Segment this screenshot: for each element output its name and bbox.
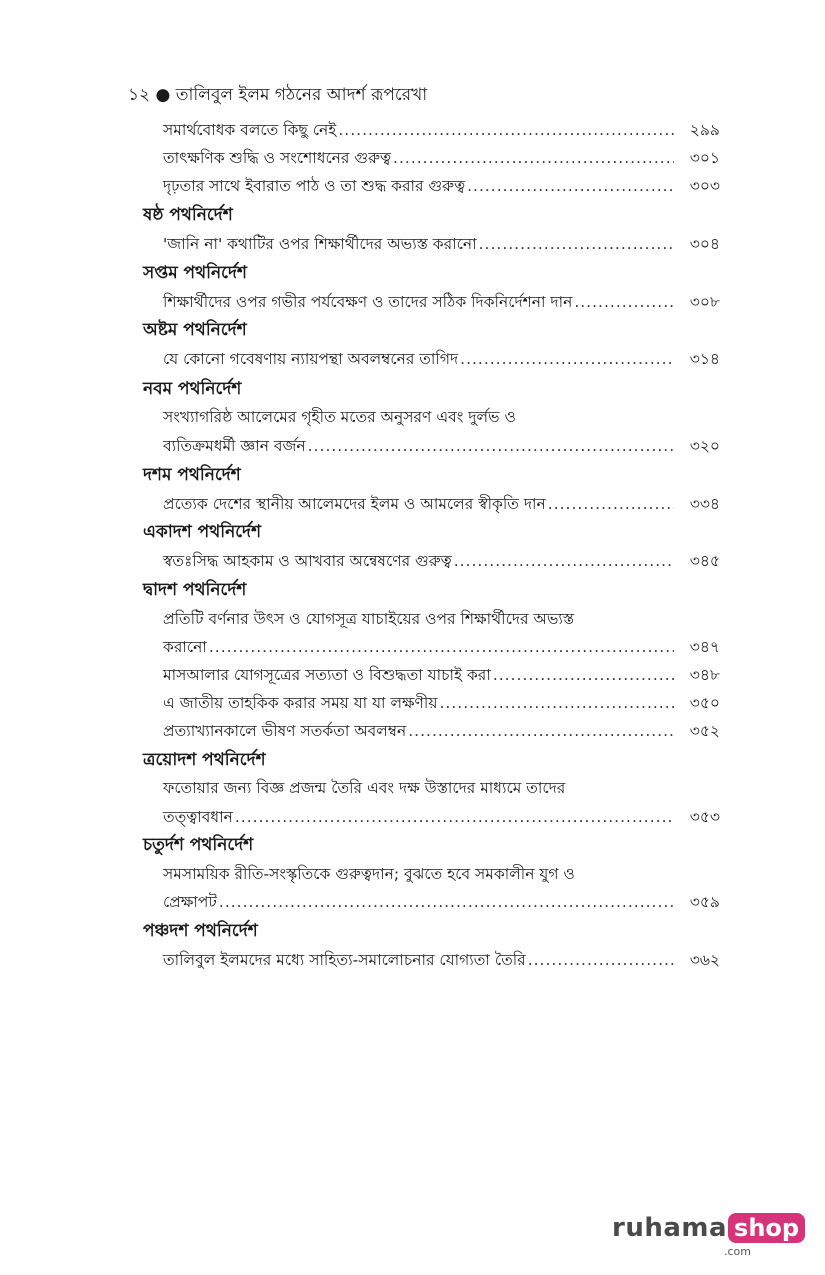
toc-entry-title: তালিবুল ইলমদের মধ্যে সাহিত্য-সমালোচনার যোগ্যতা তৈরি: [163, 951, 526, 969]
section-heading: দশম পথনির্দেশ: [143, 465, 241, 485]
toc-page-number: ৩১৪: [689, 350, 720, 368]
dot-leader: [493, 663, 674, 687]
toc-page-number: ৩৫২: [689, 722, 720, 740]
logo-word: ruhama: [612, 1213, 728, 1243]
logo-com: .com: [724, 1245, 751, 1258]
dot-leader: [308, 434, 674, 458]
dot-leader: [574, 290, 674, 314]
dot-leader: [467, 174, 674, 198]
toc-entry: [163, 719, 720, 743]
dot-leader: [219, 890, 674, 914]
dot-leader: [479, 232, 674, 256]
dot-leader: [528, 948, 674, 972]
toc-page-number: ৩০১: [689, 149, 720, 167]
toc-entry-title: সংখ্যাগরিষ্ঠ আলেমের গৃহীত মতের অনুসরণ এবং দুর্লভ ও: [163, 408, 516, 426]
dot-leader: [209, 635, 674, 659]
dot-leader: [548, 492, 674, 516]
toc-entry: [163, 663, 720, 687]
dot-leader: [408, 719, 674, 743]
toc-entry-title: শিক্ষার্থীদের ওপর গভীর পর্যবেক্ষণ ও তাদের সঠিক দিকনির্দেশনা দান: [163, 293, 573, 311]
toc-page-number: ৩৩৪: [689, 495, 720, 513]
toc-page-number: ৩৫৯: [689, 893, 720, 911]
dot-leader: [393, 146, 674, 170]
section-heading: অষ্টম পথনির্দেশ: [143, 320, 247, 340]
section-heading: পঞ্চদশ পথনির্দেশ: [143, 921, 258, 941]
toc-entry-line: [163, 776, 663, 800]
dot-leader: [454, 549, 674, 573]
toc-entry-line: [163, 862, 663, 886]
toc-entry-title: ফতোয়ার জন্য বিজ্ঞ প্রজন্ম তৈরি এবং দক্ষ উস্তাদের মাধ্যমে তাদের: [163, 779, 566, 797]
toc-entry-title: দৃঢ়তার সাথে ইবারাত পাঠ ও তা শুদ্ধ করার গুরুত্ব: [163, 177, 466, 195]
running-head: ১২ ● তালিবুল ইলম গঠনের আদর্শ রূপরেখা: [128, 85, 428, 105]
dot-leader: [338, 118, 674, 142]
toc-entry-line: [163, 607, 663, 631]
toc-entry: [163, 174, 720, 198]
toc-page-number: ৩৬২: [689, 951, 720, 969]
toc-entry-title: প্রতিটি বর্ণনার উৎস ও যোগসূত্র যাচাইয়ের ওপর শিক্ষার্থীদের অভ্যস্ত: [163, 610, 575, 628]
toc-entry-title: করানো: [163, 638, 207, 656]
toc-page-number: ৩৪৫: [689, 552, 720, 570]
toc-page-number: ৩০৩: [689, 177, 720, 195]
toc-entry: [163, 290, 720, 314]
toc-entry-title: প্রত্যাখ্যানকালে ভীষণ সতর্কতা অবলম্বন: [163, 722, 407, 740]
dot-leader: [235, 805, 674, 829]
dot-leader: [440, 691, 675, 715]
toc-entry-title: এ জাতীয় তাহকিক করার সময় যা যা লক্ষণীয়: [163, 694, 438, 712]
toc-entry-title: প্রেক্ষাপট: [163, 893, 217, 911]
toc-entry: [163, 232, 720, 256]
toc-entry-title: মাসআলার যোগসূত্রের সত্যতা ও বিশুদ্ধতা যাচাই করা: [163, 666, 491, 684]
logo-shop: shop: [728, 1213, 805, 1243]
section-heading: সপ্তম পথনির্দেশ: [143, 263, 247, 283]
toc-entry-title: তাৎক্ষণিক শুদ্ধি ও সংশোধনের গুরুত্ব: [163, 149, 392, 167]
toc-entry: [163, 434, 720, 458]
toc-entry: [163, 948, 720, 972]
toc-entry: [163, 890, 720, 914]
toc-page-number: ৩৪৮: [689, 666, 720, 684]
toc-page-number: ৩৫৩: [689, 808, 720, 826]
toc-page-number: ২৯৯: [689, 121, 720, 139]
toc-entry-title: ব্যতিক্রমধর্মী জ্ঞান বর্জন: [163, 437, 306, 455]
toc-page-number: ৩২০: [689, 437, 720, 455]
toc-entry-title: সমার্থবোধক বলতে কিছু নেই: [163, 121, 337, 139]
toc-entry: [163, 549, 720, 573]
toc-entry: [163, 146, 720, 170]
toc-entry: [163, 118, 720, 142]
toc-page-number: ৩০৪: [689, 235, 720, 253]
ruhamashop-logo: [612, 1213, 805, 1258]
toc-entry: [163, 691, 720, 715]
toc-entry: [163, 492, 720, 516]
toc-entry: [163, 347, 720, 371]
toc-entry-title: যে কোনো গবেষণায় ন্যায়পন্থা অবলম্বনের তাগিদ: [163, 350, 459, 368]
toc-entry-title: তত্ত্বাবধান: [163, 808, 233, 826]
toc-entry: [163, 635, 720, 659]
section-heading: চতুর্দশ পথনির্দেশ: [143, 835, 254, 855]
toc-page-number: ৩০৮: [689, 293, 720, 311]
toc-entry-title: স্বতঃসিদ্ধ আহকাম ও আখবার অন্বেষণের গুরুত্ব: [163, 552, 452, 570]
toc-entry-title: সমসাময়িক রীতি-সংস্কৃতিকে গুরুত্বদান; বুঝতে হবে সমকালীন যুগ ও: [163, 865, 575, 883]
section-heading: একাদশ পথনির্দেশ: [143, 522, 262, 542]
toc-page-number: ৩৫০: [689, 694, 720, 712]
toc-page-number: ৩৪৭: [689, 638, 720, 656]
toc-entry-title: প্রত্যেক দেশের স্থানীয় আলেমদের ইলম ও আমলের স্বীকৃতি দান: [163, 495, 546, 513]
section-heading: ত্রয়োদশ পথনির্দেশ: [143, 750, 266, 770]
section-heading: নবম পথনির্দেশ: [143, 379, 242, 399]
dot-leader: [460, 347, 674, 371]
section-heading: ষষ্ঠ পথনির্দেশ: [143, 205, 233, 225]
section-heading: দ্বাদশ পথনির্দেশ: [143, 580, 247, 600]
toc-entry-title: 'জানি না' কথাটির ওপর শিক্ষার্থীদের অভ্যস্ত করানো: [163, 235, 477, 253]
toc-entry: [163, 805, 720, 829]
toc-entry-line: [163, 405, 663, 429]
